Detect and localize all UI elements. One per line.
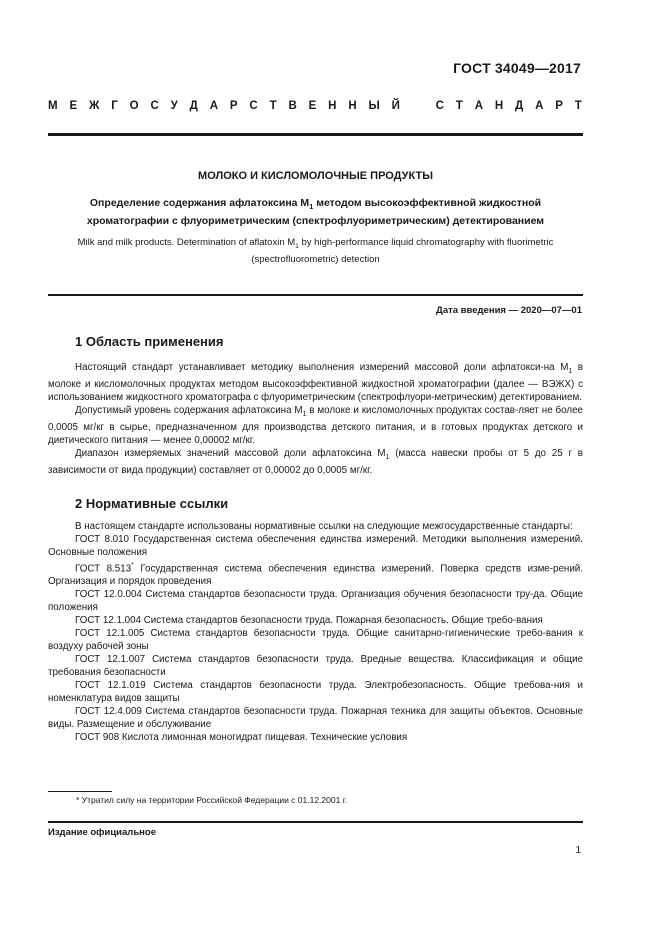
section-1-heading: 1 Область применения <box>75 334 224 349</box>
banner-letter: Е <box>308 100 317 112</box>
banner-letter: С <box>249 100 258 112</box>
official-edition-label: Издание официальное <box>48 827 156 838</box>
banner-letter: Т <box>455 100 463 112</box>
footnote-rule <box>48 791 112 792</box>
reference-item: ГОСТ 12.4.009 Система стандартов безопасности труда. Пожарная техника для защиты объектов. Основные виды. Размещение и обслуживание <box>48 706 583 731</box>
banner-letter: Й <box>391 100 400 112</box>
banner-letter: Ж <box>88 100 100 112</box>
middle-rule <box>48 294 583 296</box>
banner-letter: А <box>474 100 483 112</box>
section-2-body <box>48 520 583 744</box>
document-title: МОЛОКО И КИСЛОМОЛОЧНЫЕ ПРОДУКТЫ <box>198 170 433 182</box>
section-1-body <box>48 361 583 477</box>
footnote: * Утратил силу на территории Российской Федерации с 01.12.2001 г. <box>76 795 348 805</box>
reference-item: ГОСТ 8.513* Государственная система обеспечения единства измерений. Поверка средств изме-рений. Организация и порядок проведения <box>48 562 583 588</box>
interstate-standard-banner <box>48 100 582 112</box>
banner-letter: М <box>48 100 58 112</box>
banner-letter: Д <box>189 100 198 112</box>
reference-item: ГОСТ 12.1.005 Система стандартов безопасности труда. Общие санитарно-гигиенические требо-вания к воздуху рабочей зоны <box>48 628 583 653</box>
range-paragraph: Диапазон измеряемых значений массовой доли афлатоксина $M_1$ (масса навески пробы от 5 до 25 г в зависимости от вида продукции) составляет от 0,00002 до 0,0005 мг/кг. <box>48 447 583 476</box>
introduction-date: Дата введения — 2020—07—01 <box>436 305 582 316</box>
reference-item: ГОСТ 12.1.004 Система стандартов безопасности труда. Пожарная безопасность. Общие требо-вания <box>75 615 543 627</box>
banner-letter: У <box>170 100 178 112</box>
banner-letter: А <box>535 100 544 112</box>
english-title: Milk and milk products. Determination of aflatoxin $M_1$ by high-performance liquid chromatography with fluorimetric (spectrofluorometric) detection <box>77 237 554 265</box>
scope-paragraph: Настоящий стандарт устанавливает методику выполнения измерений массовой доли афлатокси-на $M_1$ в молоке и кисломолочных продуктах методом высокоэффективной жидкостной хроматографии (далее — ВЭЖХ) с использованием жидкостного хроматографа с флуориметрическим (спектрофлуори-метрическим) детектированием. <box>48 362 583 403</box>
banner-letter: С <box>435 100 444 112</box>
banner-letter: Г <box>111 100 118 112</box>
section-2-heading: 2 Нормативные ссылки <box>75 496 229 511</box>
reference-item: ГОСТ 908 Кислота лимонная моногидрат пищевая. Технические условия <box>75 732 408 744</box>
banner-letter: А <box>209 100 219 112</box>
banner-letter: Ы <box>368 100 380 112</box>
footer-rule <box>48 821 583 823</box>
banner-letter: Н <box>328 100 337 112</box>
banner-letter: Т <box>269 100 277 112</box>
limit-paragraph: Допустимый уровень содержания афлатоксина $M_1$ в молоке и кисломолочных продуктах состав-ляет не более 0,0005 мг/кг в сырье, предназначенном для производства детского питания, и в готовых продуктах детского и диетического питания — менее 0,00002 мг/кг. <box>48 404 583 446</box>
banner-gap <box>412 100 424 112</box>
banner-letter: О <box>129 100 139 112</box>
banner-letter: Н <box>494 100 504 112</box>
reference-item: ГОСТ 8.010 Государственная система обеспечения единства измерений. Методики выполнения измерений. Основные положения <box>48 534 583 558</box>
banner-letter: Р <box>229 100 238 112</box>
reference-item: ГОСТ 12.1.019 Система стандартов безопасности труда. Электробезопасность. Общие требова-ния и номенклатура видов защиты <box>48 680 583 705</box>
banner-letter: Д <box>515 100 524 112</box>
banner-letter: Т <box>574 100 582 112</box>
top-rule <box>48 133 583 136</box>
banner-letter: Р <box>555 100 563 112</box>
banner-letter: С <box>150 100 159 112</box>
banner-letter: Н <box>348 100 357 112</box>
reference-item: ГОСТ 12.0.004 Система стандартов безопасности труда. Организация обучения безопасности тру-да. Общие положения <box>48 589 583 614</box>
banner-letter: В <box>288 100 297 112</box>
page-number: 1 <box>575 845 581 856</box>
document-code: ГОСТ 34049—2017 <box>453 60 581 76</box>
banner-letter: Е <box>69 100 78 112</box>
reference-item: ГОСТ 12.1.007 Система стандартов безопасности труда. Вредные вещества. Классификация и общие требования безопасности <box>48 654 583 679</box>
document-subtitle: Определение содержания афлатоксина $M_1$ методом высокоэффективной жидкостной хроматографии с флуориметрическим (спектрофлуориметрическим) детектированием <box>86 197 545 228</box>
references-intro: В настоящем стандарте использованы нормативные ссылки на следующие межгосударственные стандарты: <box>75 521 573 532</box>
